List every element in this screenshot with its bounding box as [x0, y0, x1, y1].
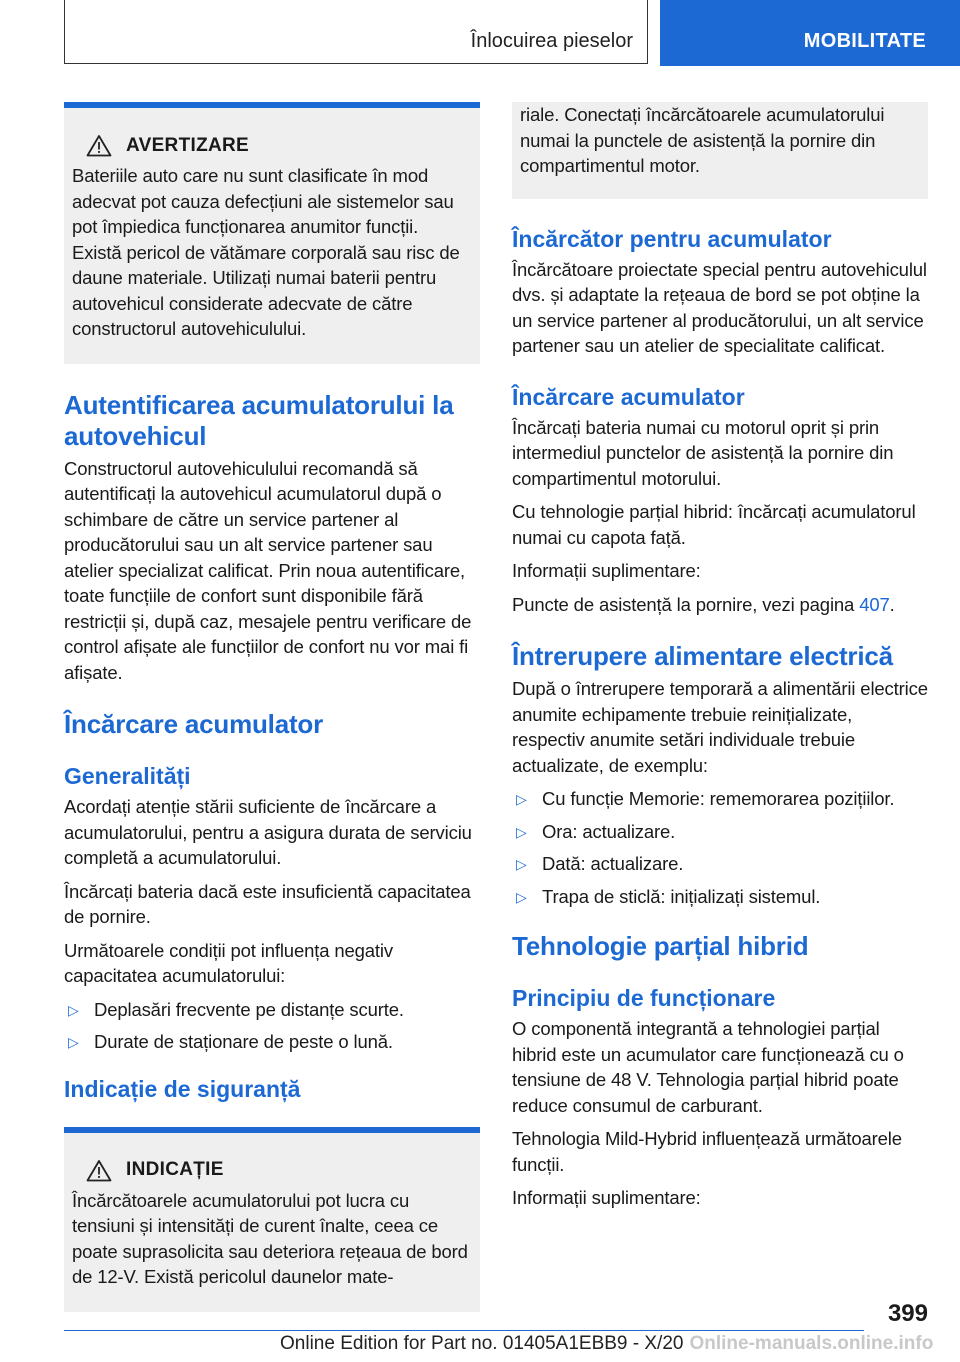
- principle-p2: Tehnologia Mild-Hybrid influențează următoarele funcții.: [512, 1128, 902, 1175]
- header-chapter-title: MOBILITATE: [803, 30, 926, 52]
- triangle-right-icon: ▷: [516, 856, 527, 872]
- warning-triangle-icon: [86, 1159, 112, 1182]
- footer-divider: [64, 1330, 864, 1331]
- notice-continued-text: riale. Conectați încărcătoarele acumulatorului numai la punctele de asistență la pornire din compartimentul motor.: [520, 104, 885, 176]
- footer-edition: [280, 1333, 933, 1355]
- charger-text: Încărcătoare proiectate special pentru autovehiculul dvs. și adaptate la rețeaua de bord se pot obține la un service partener al producătorului, un alt service partener sau un atelier de specialitate calificat.: [512, 258, 927, 356]
- notice-box: [64, 1127, 480, 1312]
- triangle-right-icon: ▷: [516, 823, 527, 840]
- header-section-box: [64, 0, 648, 64]
- principle-p1: O componentă integrantă a tehnologiei parțial hibrid este un acumulator care funcționează cu o tensiune de 48 V. Tehnologia parțial hibrid poate reduce consumul de carburant.: [512, 1018, 904, 1116]
- triangle-right-icon: ▷: [68, 1001, 79, 1018]
- list-item: ▷ Trapa de sticlă: inițializați sistemul.: [512, 884, 928, 910]
- mild-hybrid-heading: Tehnologie parțial hibrid: [512, 931, 809, 961]
- safety-heading: Indicație de siguranță: [64, 1075, 301, 1102]
- charge-p4: Puncte de asistență la pornire, vezi pagina 407.: [512, 593, 895, 615]
- general-bullet-list: [64, 997, 480, 1055]
- notice-title: INDICAȚIE: [126, 1159, 224, 1180]
- charger-heading: Încărcător pentru acumulator: [512, 225, 832, 252]
- charge-p3: Informații suplimentare:: [512, 560, 701, 581]
- triangle-right-icon: ▷: [516, 888, 527, 905]
- notice-box-continued: [512, 102, 928, 199]
- charge-p1: Încărcați bateria numai cu motorul oprit și prin intermediul punctelor de asistență la pornire din compartimentul motorului.: [512, 416, 894, 489]
- auth-heading: Autentificarea acumulatorului la autovehicul: [64, 389, 454, 451]
- warning-triangle-icon: [86, 134, 112, 157]
- charge-p2: Cu tehnologie parțial hibrid: încărcați acumulatorul numai cu capota față.: [512, 501, 916, 548]
- page-link-407[interactable]: 407: [859, 593, 890, 615]
- auth-text: Constructorul autovehiculului recomandă să autentificați la autovehicul acumulatorul după o schimbare de către un service partener al producătorului sau un alt service partener sau atelier specializat calificat. Prin noua autentificare, toate funcțiile de confort sunt disponibile fără restricții și, după caz, mesajele pentru verificare de control afișate ale funcțiilor de confort nu vor mai fi afișate.: [64, 457, 472, 683]
- footer-edition-text: Online Edition for Part no. 01405A1EBB9 - X/20: [280, 1333, 684, 1354]
- general-p1: Acordați atenție stării suficiente de încărcare a acumulatorului, pentru a asigura durata de serviciu completă a acumulatorului.: [64, 796, 472, 868]
- warning-text: Bateriile auto care nu sunt clasificate în mod adecvat pot cauza defecțiuni ale sistemelor sau pot împiedica funcționarea anumitor funcții. Există pericol de vătămare corporală sau risc de daune materiale. Utilizați numai baterii pentru autovehicul considerate adecvate de către constructorul autovehiculului.: [72, 165, 460, 339]
- triangle-right-icon: ▷: [516, 791, 527, 807]
- header-section-title: Înlocuirea pieselor: [470, 30, 633, 52]
- warning-title-row: [86, 134, 472, 157]
- warning-title: AVERTIZARE: [126, 134, 249, 156]
- list-item: ▷ Deplasări frecvente pe distanțe scurte.: [64, 997, 480, 1023]
- outage-text: După o întrerupere temporară a alimentării electrice anumite echipamente trebuie reinițializate, respectiv anumite setări individuale trebuie actualizate, de exemplu:: [512, 678, 928, 776]
- principle-p3: Informații suplimentare:: [512, 1187, 701, 1208]
- notice-text: Încărcătoarele acumulatorului pot lucra cu tensiuni și intensități de curent înalte, ceea ce poate suprasolicita sau deteriora rețeaua de bord de 12-V. Există pericolul daunelor mate-: [72, 1189, 468, 1287]
- principle-heading: Principiu de funcționare: [512, 985, 776, 1011]
- charge-heading: Încărcare acumulator: [512, 383, 745, 410]
- general-p3: Următoarele condiții pot influența negativ capacitatea acumulatorului:: [64, 939, 393, 986]
- list-item: ▷ Durate de staționare de peste o lună.: [64, 1029, 480, 1055]
- list-item: ▷ Cu funcție Memorie: rememorarea pozițiilor.: [512, 786, 928, 812]
- right-column: [512, 102, 928, 1211]
- notice-title-row: [86, 1159, 472, 1182]
- list-item: ▷ Ora: actualizare.: [512, 819, 928, 845]
- warning-box: [64, 102, 480, 364]
- header-chapter-tab: [660, 0, 960, 66]
- general-heading: Generalități: [64, 763, 191, 789]
- outage-bullet-list: [512, 786, 928, 909]
- footer-watermark: Online-manuals.online.info: [689, 1333, 934, 1354]
- general-p2: Încărcați bateria dacă este insuficientă capacitatea de pornire.: [64, 880, 471, 927]
- triangle-right-icon: ▷: [68, 1034, 79, 1050]
- outage-heading: Întrerupere alimentare electrică: [512, 641, 893, 671]
- list-item: ▷ Dată: actualizare.: [512, 851, 928, 877]
- left-column: [64, 102, 480, 1312]
- charging-heading: Încărcare acumulator: [64, 709, 324, 739]
- page-number: 399: [887, 1300, 928, 1327]
